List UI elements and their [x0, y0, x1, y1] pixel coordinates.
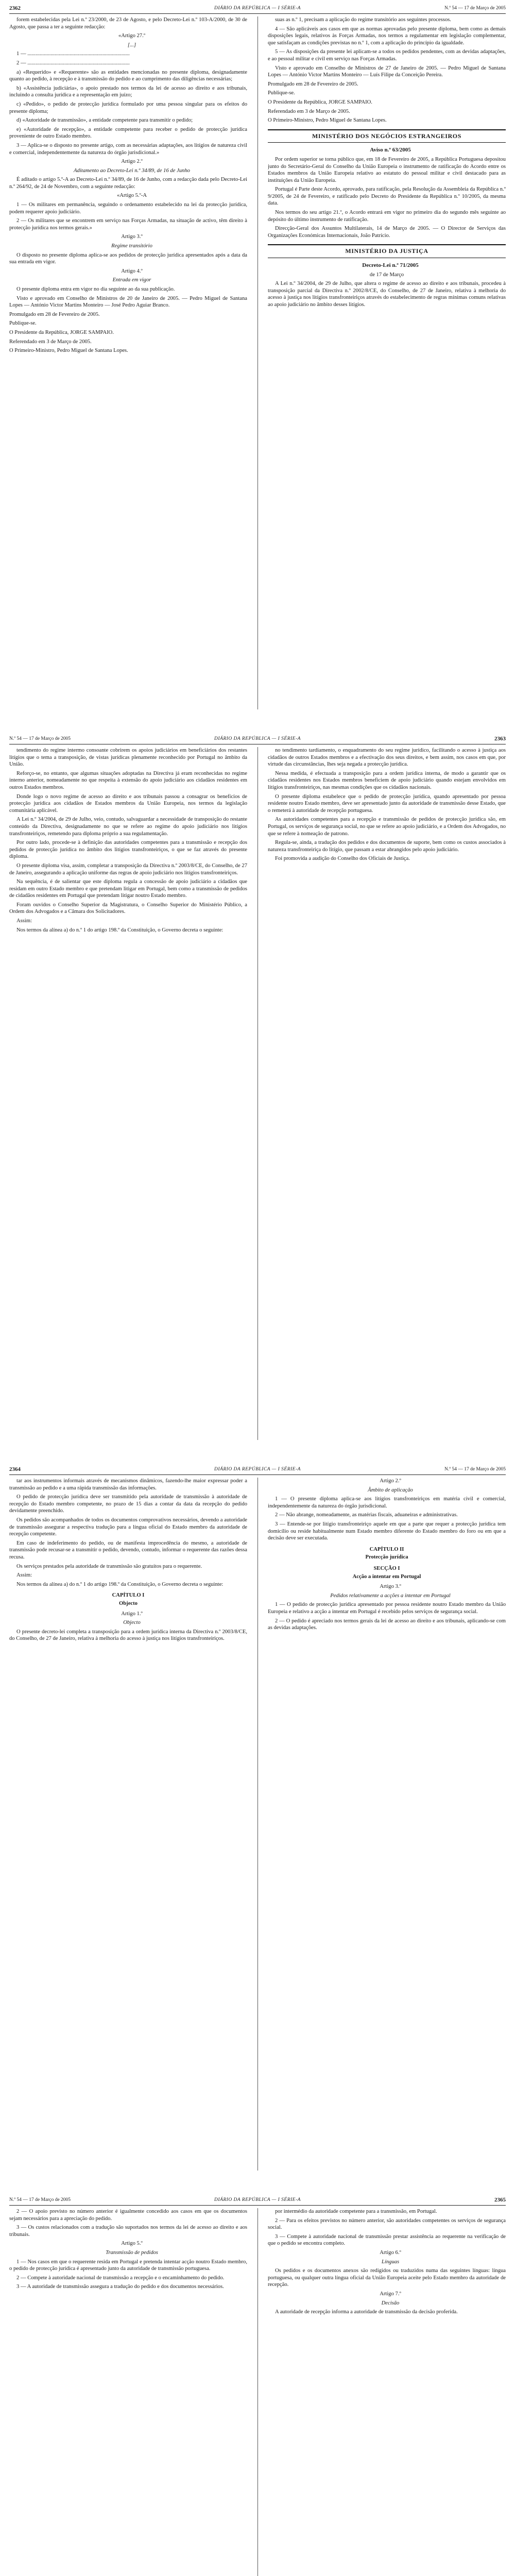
right-text [268, 2208, 506, 2316]
article-title: Objecto [123, 1620, 141, 1626]
right-text-decreto [268, 262, 506, 309]
paragraph: 3 — Entende-se por litígio transfronteiriço aquele em que a parte que requer a protecção jurídica tem domicílio ou reside habitualmente num Estado membro diferente do Estado membro do foro ou em que a decisão deve ser executada. [268, 1521, 506, 1541]
article-number: Artigo 6.º [380, 2249, 401, 2256]
right-text [268, 747, 506, 862]
page-2365 [9, 2192, 506, 2576]
right-column [268, 16, 506, 709]
paragraph: 2 — Compete à autoridade nacional de transmissão a recepção e o encaminhamento do pedido. [16, 2275, 225, 2281]
page-header [9, 1465, 506, 1475]
paragraph: 2 — Os militares que se encontrem em serviço nas Forças Armadas, na situação de activo, têm direito à protecção jurídica nos termos gerais.» [9, 218, 247, 231]
paragraph: O presente diploma entra em vigor no dia seguinte ao da sua publicação. [16, 286, 175, 292]
paragraph: 1 — O pedido de protecção jurídica apresentado por pessoa residente noutro Estado membro da União Europeia e relativo a acção a intentar em Portugal é recebido pelos serviços de segurança social. [268, 1602, 506, 1615]
article-title: Entrada em vigor [112, 277, 151, 283]
paragraph: Visto e aprovado em Conselho de Ministros de 20 de Janeiro de 2005. — Pedro Miguel de Santana Lopes — António Victor Martins Monteiro — José Pedro Aguiar Branco. [9, 295, 247, 309]
left-text-2 [9, 1611, 247, 1642]
paragraph: 1 — Os militares em permanência, seguindo o ordenamento estabelecido na lei da protecção jurídica, podem requerer apoio judiciário. [9, 202, 247, 215]
signature-line: O Primeiro-Ministro, Pedro Miguel de Santana Lopes. [9, 348, 128, 354]
paragraph: b) «Assistência judiciária», o apoio prestado nos termos da lei de acesso ao direito e aos tribunais, incluindo a consulta jurídica e a representação em juízo; [9, 85, 247, 98]
issue-date: N.º 54 — 17 de Março de 2005 [444, 6, 506, 11]
signature-line: O Presidente da República, JORGE SAMPAIO. [9, 329, 114, 335]
page-2362 [9, 0, 506, 716]
paragraph: Na sequência, é de salientar que este diploma regula a concessão de apoio judiciário a cidadãos que residam em outro Estado membro e que pretendam litigar em Portugal, bem como a transmissão de pedidos de cidadãos residentes em Portugal que pretendam litigar noutro Estado membro. [9, 879, 247, 899]
right-column [268, 747, 506, 1440]
document-title: Aviso n.º 63/2005 [370, 147, 411, 154]
paragraph: O presente decreto-lei completa a transposição para a ordem jurídica interna da Directiva n.º 2003/8/CE, do Conselho, de 27 de Janeiro, relativa à melhoria do acesso à justiça nos litígios transfronteiriços. [9, 1629, 247, 1642]
paragraph: 3 — Aplica-se o disposto no presente artigo, com as necessárias adaptações, aos litígios de natureza civil e comercial, independentemente da natureza do órgão jurisdicional.» [9, 142, 247, 156]
issue-date: N.º 54 — 17 de Março de 2005 [444, 1467, 506, 1472]
article-number: Artigo 3.º [380, 1584, 401, 1590]
paragraph: a) «Requerido» e «Requerente» são as entidades mencionadas no presente diploma, designadamente quanto ao pedido, à recepção e à transmissão do pedido e ao cumprimento das diligências necessárias; [9, 69, 247, 82]
paragraph: 2 — O pedido é apreciado nos termos gerais da lei de acesso ao direito e aos tribunais, aplicando-se com as devidas adaptações. [268, 1618, 506, 1631]
right-text-2 [268, 1583, 506, 1632]
article-title: Transmissão de pedidos [106, 2249, 158, 2256]
paragraph: Em caso de indeferimento do pedido, ou de manifesta improcedência do mesmo, a autoridade de transmissão pode recusar-se a transmitir o pedido, devendo, contudo, informar o requerente das razões dessa recusa. [9, 1540, 247, 1560]
paragraph: Regula-se, ainda, a tradução dos pedidos e dos documentos de suporte, bem como os custos associados à natureza transfronteiriça do litígio, que passam a estar abrangidos pelo apoio judiciário. [268, 840, 506, 853]
chapter-title: Protecção jurídica [365, 1554, 408, 1561]
paragraph: Donde logo o novo regime de acesso ao direito e aos tribunais passou a consagrar os benefícios de protecção jurídica aos cidadãos de Estados membros da União Europeia, nos termos da legislação comunitária aplicável. [9, 793, 247, 814]
paragraph: d) «Autoridade de transmissão», a entidade competente para transmitir o pedido; [16, 117, 193, 124]
left-text [9, 1478, 247, 1588]
signature-line: Publique-se. [268, 90, 295, 96]
page-header [9, 735, 506, 744]
article-number: «Artigo 27.º [118, 33, 146, 39]
document-date: de 17 de Março [369, 272, 404, 278]
paragraph: 3 — Os custos relacionados com a tradução são suportados nos termos da lei de acesso ao direito e aos tribunais. [9, 2225, 247, 2238]
right-column [268, 2208, 506, 2576]
signature-line: O Primeiro-Ministro, Pedro Miguel de Santana Lopes. [268, 117, 387, 124]
paragraph: Os serviços prestados pela autoridade de transmissão são gratuitos para o requerente. [16, 1563, 202, 1569]
issue-date: N.º 54 — 17 de Março de 2005 [9, 736, 71, 741]
paragraph: 1 — Nos casos em que o requerente resida em Portugal e pretenda intentar acção noutro Estado membro, o pedido de protecção jurídica é apresentado junto da autoridade de transmissão portuguesa. [9, 2259, 247, 2272]
paragraph: 1 — O presente diploma aplica-se aos litígios transfronteiriços em matéria civil e comercial, independentemente da natureza do órgão jurisdicional. [268, 1496, 506, 1509]
paragraph: c) «Pedido», o pedido de protecção jurídica formulado por uma pessoa singular para os efeitos do presente diploma; [9, 101, 247, 114]
chapter-title: Objecto [119, 1600, 138, 1606]
paragraph: Assim: [16, 918, 32, 924]
paragraph: Portugal é Parte deste Acordo, aprovado, para ratificação, pela Resolução da Assembleia da República n.º 9/2005, de 24 de Fevereiro, e ratificado pelo Decreto do Presidente da República n.º 10/2005, da mesma data. [268, 187, 506, 207]
left-text [9, 747, 247, 934]
paragraph: tendimento do regime intermo consoante cobrirem os apoios judiciários em beneficiários dos restantes litígios que o tema a transposição, de vistas jurídicas plenamente reconhecido por Portugal no âmbito da União. [9, 748, 247, 768]
paragraph: tar aos instrumentos informais através de mecanismos dinâmicos, fazendo-lhe maior expressar poder a transmissão ao pedido e a uma rápida transmissão das informações. [9, 1478, 247, 1491]
section-heading: SECÇÃO I [373, 1565, 400, 1571]
paragraph: É aditado o artigo 5.º-A ao Decreto-Lei n.º 34/89, de 16 de Junho, com a redacção dada pelo Decreto-Lei n.º 264/92, de 24 de Novembro, com a seguinte redacção: [9, 177, 247, 190]
paragraph: Nos termos da alínea a) do n.º 1 do artigo 198.º da Constituição, o Governo decreta o seguinte: [16, 927, 224, 933]
document-title: Decreto-Lei n.º 71/2005 [362, 262, 419, 269]
right-text [268, 1478, 506, 1542]
left-column [9, 2208, 247, 2576]
article-number: Artigo 1.º [121, 1611, 143, 1617]
signature-line: Promulgado em 28 de Fevereiro de 2005. [9, 311, 100, 317]
left-column [9, 16, 247, 709]
gazette-title: DIÁRIO DA REPÚBLICA — I SÉRIE-A [214, 1467, 301, 1472]
left-column [9, 747, 247, 1440]
article-number: Artigo 3.º [121, 234, 143, 240]
page-number: 2363 [494, 736, 506, 742]
page-number: 2362 [9, 5, 21, 11]
left-text [9, 16, 247, 354]
article-number: Artigo 2.º [380, 1478, 401, 1484]
paragraph: Assim: [16, 1572, 32, 1579]
paragraph: Os pedidos e os documentos anexos são redigidos ou traduzidos numa das seguintes línguas: língua portuguesa, ou qualquer outra língua oficial da União Europeia aceite pelo Estado membro da autoridade de recepção. [268, 2268, 506, 2288]
paragraph: A Lei n.º 34/2004, de 29 de Julho, veio, contudo, salvaguardar a necessidade de transposição do restante conteúdo da Directiva, designadamente no que se refere ao regime do apoio judiciário nos litígios transfronteiriços, remetendo para diploma próprio a sua regulamentação. [9, 817, 247, 837]
paragraph: 2 — Não abrange, nomeadamente, as matérias fiscais, aduaneiras e administrativas. [275, 1512, 458, 1518]
article-title: Aditamento ao Decreto-Lei n.º 34/89, de 16 de Junho [74, 167, 190, 174]
issue-date: N.º 54 — 17 de Março de 2005 [9, 2197, 71, 2202]
paragraph: 3 — Compete à autoridade nacional de transmissão prestar assistência ao requerente na verificação de que o pedido se encontra completo. [268, 2233, 506, 2247]
signature-line: Promulgado em 28 de Fevereiro de 2005. [268, 81, 358, 87]
right-column [268, 1478, 506, 2171]
page-2364 [9, 1461, 506, 2177]
paragraph: Nos termos da alínea a) do n.º 1 do artigo 198.º da Constituição, o Governo decreta o seguinte: [16, 1581, 224, 1587]
paragraph: Nos termos do seu artigo 21.º, o Acordo entrará em vigor no primeiro dia do segundo mês seguinte ao depósito do último instrumento de ratificação. [268, 210, 506, 223]
paragraph: Por ordem superior se torna público que, em 18 de Fevereiro de 2005, a República Portuguesa depositou junto do Secretário-Geral do Conselho da União Europeia o instrumento de ratificação do Acordo entre os Estados membros da União Europeia relativo ao estatuto do pessoal militar e civil destacado para as instituições da União Europeia. [268, 156, 506, 183]
paragraph: Foi promovida a audição do Conselho dos Oficiais de Justiça. [275, 856, 410, 862]
section-title: Acção a intentar em Portugal [352, 1573, 421, 1580]
left-text [9, 2208, 247, 2291]
article-number: Artigo 2.º [121, 159, 143, 165]
signature-line: O Presidente da República, JORGE SAMPAIO. [268, 99, 372, 105]
page-number: 2365 [494, 2197, 506, 2203]
article-title: Decisão [381, 2300, 400, 2306]
page-number: 2364 [9, 1466, 21, 1472]
paragraph: O pedido de protecção jurídica deve ser transmitido pela autoridade de transmissão à autoridade de recepção do Estado membro competente, no prazo de 15 dias a contar da data da recepção do pedido devidamente preenchido. [9, 1494, 247, 1514]
paragraph: O disposto no presente diploma aplica-se aos pedidos de protecção jurídica apresentados após a data da sua entrada em vigor. [9, 252, 247, 265]
ministry-heading-justica: MINISTÉRIO DA JUSTIÇA [268, 244, 506, 258]
paragraph: forem estabelecidas pela Lei n.º 23/2000, de 23 de Agosto, e pelo Decreto-Lei n.º 103-A/2000, de 30 de Agosto, que passa a ter a seguinte redacção: [9, 17, 247, 30]
paragraph: Direcção-Geral dos Assuntos Multilaterais, 14 de Março de 2005. — O Director de Serviços das Organizações Económicas Internacionais, João Patrício. [268, 226, 506, 239]
paragraph: Nessa medida, é efectuada a transposição para a ordem jurídica interna, de modo a garantir que os cidadãos residentes nos Estados membros beneficiem de apoio judiciário quando estejam envolvidos em litígios transfronteiriços, nas mesmas condições que os cidadãos nacionais. [268, 770, 506, 790]
paragraph: As autoridades competentes para a recepção e transmissão de pedidos de protecção jurídica são, em Portugal, os serviços de segurança social, no que se refere ao apoio judiciário, e a Ordem dos Advogados, no que se refere à nomeação de patrono. [268, 817, 506, 837]
paragraph: O presente diploma visa, assim, completar a transposição da Directiva n.º 2003/8/CE, do Conselho, de 27 de Janeiro, assegurando a aplicação uniforme das regras de apoio judiciário nos litígios transfronteiriços. [9, 862, 247, 876]
article-title: Línguas [381, 2259, 400, 2265]
gazette-title: DIÁRIO DA REPÚBLICA — I SÉRIE-A [214, 736, 301, 741]
gazette-title: DIÁRIO DA REPÚBLICA — I SÉRIE-A [214, 6, 301, 11]
paragraph: 2 — Para os efeitos previstos no número anterior, são autoridades competentes os serviços de segurança social. [268, 2217, 506, 2231]
paragraph: O presente diploma estabelece que o pedido de protecção jurídica, quando apresentado por pessoa residente noutro Estado membro, deve ser apresentado junto da autoridade de transmissão desse Estado, que o remeterá à autoridade de recepção portuguesa. [268, 793, 506, 814]
article-number: Artigo 5.º [121, 2241, 143, 2247]
paragraph: Visto e aprovado em Conselho de Ministros de 27 de Janeiro de 2005. — Pedro Miguel de Santana Lopes — António Victor Martins Monteiro — Luís Filipe da Conceição Pereira. [268, 65, 506, 78]
paragraph: por intermédio da autoridade competente para a transmissão, em Portugal. [275, 2209, 437, 2214]
paragraph: 2 — O apoio previsto no número anterior é igualmente concedido aos casos em que os documentos sejam necessários para a apreciação do pedido. [9, 2209, 247, 2222]
gazette-title: DIÁRIO DA REPÚBLICA — I SÉRIE-A [214, 2197, 301, 2202]
paragraph: Os pedidos são acompanhados de todos os documentos comprovativos necessários, devendo a autoridade de transmissão assegurar a respectiva tradução para a língua oficial do Estado membro da autoridade de recepção competente. [9, 1517, 247, 1537]
paragraph: 3 — A autoridade de transmissão assegura a tradução do pedido e dos documentos necessários. [16, 2284, 224, 2290]
signature-line: Referendado em 3 de Março de 2005. [268, 108, 350, 114]
left-column [9, 1478, 247, 2171]
ministry-heading: MINISTÉRIO DOS NEGÓCIOS ESTRANGEIROS [268, 129, 506, 143]
right-text-aviso [268, 147, 506, 239]
paragraph: 4 — São aplicáveis aos casos em que as normas aprovadas pelo presente diploma, bem como as demais disposições legais, relativos às Forças Armadas, nos termos a regulamentar em legislação complementar, que satisfaçam as condições previstas no n.º 1, com a aplicação do princípio da igualdade. [268, 26, 506, 46]
article-number: Artigo 4.º [121, 268, 143, 274]
paragraph: 2 — ........................................................................... [16, 60, 130, 66]
right-text [268, 16, 506, 124]
paragraph: 5 — As disposições da presente lei aplicam-se a todos os pedidos pendentes, com as devidas adaptações, e ao pessoal militar e civil em serviço nas Forças Armadas. [268, 49, 506, 62]
paragraph: suas as n.º 1, precisam a aplicação do regime transitório aos seguintes processos. [275, 17, 451, 23]
paragraph: 1 — ........................................................................... [16, 51, 130, 57]
article-title: Pedidos relativamente a acções a intentar em Portugal [330, 1592, 451, 1599]
page-2363 [9, 731, 506, 1447]
paragraph: Por outro lado, procede-se à definição das autoridades competentes para a transmissão e recepção dos pedidos de protecção jurídica no âmbito dos litígios transfronteiriços, o que se faz através do presente diploma. [9, 840, 247, 860]
article-title: [...] [127, 42, 136, 48]
page-header [9, 2196, 506, 2206]
chapter-heading: CAPÍTULO II [369, 1546, 404, 1552]
article-number: «Artigo 5.º-A [116, 193, 147, 199]
signature-line: Referendado em 3 de Março de 2005. [9, 338, 92, 345]
article-number: Artigo 7.º [380, 2291, 401, 2297]
chapter-heading: CAPÍTULO I [112, 1592, 145, 1599]
paragraph: Reforço-se, no entanto, que algumas situações adoptadas na Directiva já eram reconhecidas no regime interno anterior, nomeadamente no que respeita à extensão do apoio judiciário aos cidadãos residentes em outros Estados membros. [9, 770, 247, 790]
paragraph: Foram ouvidos o Conselho Superior da Magistratura, o Conselho Superior do Ministério Público, a Ordem dos Advogados e a Câmara dos Solicitadores. [9, 902, 247, 915]
article-title: Regime transitório [111, 243, 152, 249]
page-header [9, 4, 506, 14]
paragraph: no tendimento tardiamento, o enquadramento do seu regime jurídico, facilitando o acesso à justiça aos cidadãos de outros Estados membros e a efectivação dos seus direitos, e bem assim, nos casos em que, por virtude das circunstâncias, lhes seja negada a protecção jurídica. [268, 748, 506, 768]
signature-line: Publique-se. [9, 320, 37, 327]
article-title: Âmbito de aplicação [368, 1487, 413, 1493]
paragraph: e) «Autoridade de recepção», a entidade competente para receber o pedido de protecção jurídica proveniente de outro Estado membro. [9, 126, 247, 140]
paragraph: A autoridade de recepção informa a autoridade de transmissão da decisão proferida. [275, 2309, 458, 2315]
paragraph: A Lei n.º 34/2004, de 29 de Julho, que altera o regime de acesso ao direito e aos tribunais, procedeu à transposição parcial da Directiva n.º 2002/8/CE, do Conselho, de 27 de Janeiro, relativa à melhoria do acesso à justiça nos litígios transfronteiriços através do estabelecimento de regras mínimas comuns relativas ao apoio judiciário no âmbito desses litígios. [268, 281, 506, 308]
